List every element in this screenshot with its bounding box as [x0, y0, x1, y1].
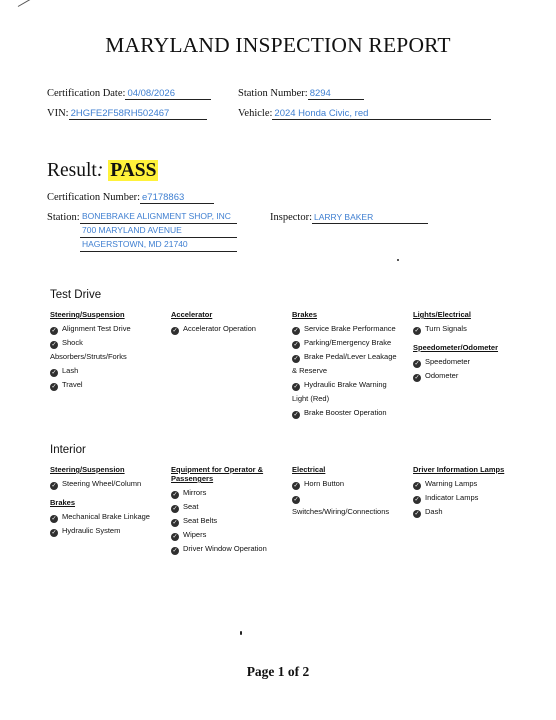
list-item: ✓ Mechanical Brake Linkage: [51, 512, 150, 522]
list-item: ✓ Service Brake Performance: [293, 324, 396, 334]
check-circle-icon: ✓: [172, 492, 178, 498]
page-number: Page 1 of 2: [246, 664, 310, 679]
check-circle-icon: ✓: [293, 412, 299, 418]
list-item: [292, 491, 410, 505]
check-circle-icon: ✓: [51, 483, 57, 489]
check-circle-icon: ✓: [172, 506, 178, 512]
check-circle-icon: ✓: [414, 328, 420, 334]
list-item: ✓ Wipers: [172, 530, 207, 540]
test-drive-brakes-column: [292, 310, 410, 420]
check-circle-icon: ✓: [414, 497, 420, 503]
list-item: ✓ Indicator Lamps: [414, 493, 479, 503]
test-drive-accelerator-title: Accelerator: [171, 310, 213, 319]
inspector-row: [270, 212, 428, 224]
list-item: ✓ Horn Button: [293, 479, 345, 489]
station-number-value: 8294: [308, 88, 364, 100]
vin-label: VIN:: [47, 108, 69, 119]
list-item: ✓ Shock: [51, 338, 83, 348]
test-drive-steering-column: [50, 310, 165, 392]
check-circle-icon: ✓: [293, 384, 299, 390]
certification-number-value: e7178863: [140, 192, 214, 204]
test-drive-lights-title: Lights/Electrical: [413, 310, 471, 319]
station-line-3: HAGERSTOWN, MD 21740: [80, 238, 237, 252]
list-item: ✓ Driver Window Operation: [172, 544, 267, 554]
test-drive-title: Test Drive: [50, 289, 102, 301]
list-item-continuation: Switches/Wiring/Connections: [292, 507, 390, 516]
result-value: PASS: [110, 160, 157, 181]
check-circle-icon: ✓: [51, 342, 57, 348]
test-drive-brakes-title: Brakes: [292, 310, 318, 319]
interior-electrical-title: Electrical: [292, 465, 326, 474]
certification-number-row: [47, 192, 214, 204]
list-item-continuation: Light (Red): [292, 394, 330, 403]
result-label: Result: [47, 160, 97, 181]
list-item: ✓ Parking/Emergency Brake: [293, 338, 392, 348]
list-item-continuation: Absorbers/Struts/Forks: [50, 352, 127, 361]
list-item-continuation: & Reserve: [292, 366, 328, 375]
inspector-value: LARRY BAKER: [312, 212, 428, 224]
page-title: MARYLAND INSPECTION REPORT: [105, 33, 451, 57]
vehicle-value: 2024 Honda Civic, red: [272, 108, 491, 120]
interior-driver-info-title: Driver Information Lamps: [413, 465, 505, 474]
interior-equipment-title-2: Passengers: [171, 474, 214, 483]
vin-value: 2HGFE2F58RH502467: [69, 108, 207, 120]
check-circle-icon: ✓: [414, 375, 420, 381]
list-item: ✓ Seat Belts: [172, 516, 218, 526]
check-circle-icon: ✓: [51, 530, 57, 536]
vehicle-row: [238, 108, 491, 120]
result-row: [47, 160, 158, 182]
list-item: ✓ Lash: [51, 366, 79, 376]
list-item: ✓ Hydraulic System: [51, 526, 121, 536]
interior-equipment-title-1: Equipment for Operator &: [171, 465, 264, 474]
station-number-label: Station Number:: [238, 88, 308, 99]
check-circle-icon: ✓: [293, 342, 299, 348]
interior-brakes-title: Brakes: [50, 498, 76, 507]
list-item: ✓ Travel: [51, 380, 83, 390]
list-item: ✓ Brake Booster Operation: [293, 408, 387, 418]
check-circle-icon: ✓: [293, 483, 299, 489]
certification-date-row: [47, 88, 211, 100]
check-circle-icon: ✓: [414, 483, 420, 489]
check-circle-icon: ✓: [51, 328, 57, 334]
list-item: ✓ Brake Pedal/Lever Leakage: [293, 352, 397, 362]
check-circle-icon: ✓: [51, 384, 57, 390]
list-item: ✓ Turn Signals: [414, 324, 467, 334]
list-item: ✓ Seat: [172, 502, 199, 512]
scan-speck: [240, 631, 242, 635]
test-drive-speedometer-title: Speedometer/Odometer: [413, 343, 499, 352]
check-circle-icon: ✓: [51, 516, 57, 522]
list-item: ✓ Dash: [414, 507, 443, 517]
station-label: Station:: [47, 212, 80, 223]
check-circle-icon: ✓: [414, 511, 420, 517]
check-circle-icon: ✓: [172, 520, 178, 526]
list-item: ✓ Hydraulic Brake Warning: [293, 380, 387, 390]
check-circle-icon: ✓: [293, 356, 299, 362]
station-line-2: 700 MARYLAND AVENUE: [80, 224, 237, 238]
check-circle-icon: ✓: [51, 370, 57, 376]
check-circle-icon: ✓: [172, 534, 178, 540]
interior-electrical-column: [292, 465, 410, 519]
test-drive-lights-column: [413, 310, 538, 383]
check-circle-icon: ✓: [293, 328, 299, 334]
interior-driver-info-column: [413, 465, 543, 519]
check-circle-icon: ✓: [172, 328, 178, 334]
interior-steering-title: Steering/Suspension: [50, 465, 125, 474]
list-item: ✓ Mirrors: [172, 488, 207, 498]
interior-steering-column: [50, 465, 165, 538]
vehicle-label: Vehicle:: [238, 108, 273, 119]
result-colon: :: [96, 160, 104, 181]
check-circle-icon: ✓: [414, 361, 420, 367]
certification-date-value: 04/08/2026: [125, 88, 211, 100]
list-item: ✓ Speedometer: [414, 357, 471, 367]
station-number-row: [238, 88, 364, 100]
inspector-label: Inspector:: [270, 212, 312, 223]
certification-date-label: Certification Date:: [47, 88, 126, 99]
scan-speck: [397, 259, 399, 261]
list-item: ✓ Warning Lamps: [414, 479, 478, 489]
test-drive-steering-title: Steering/Suspension: [50, 310, 125, 319]
station-line-1: BONEBRAKE ALIGNMENT SHOP, INC: [80, 210, 237, 224]
check-circle-icon: ✓: [293, 497, 299, 503]
list-item: ✓ Odometer: [414, 371, 459, 381]
interior-title: Interior: [50, 444, 86, 456]
list-item: ✓ Steering Wheel/Column: [51, 479, 142, 489]
pen-mark: [18, 0, 46, 7]
list-item: ✓ Alignment Test Drive: [51, 324, 131, 334]
test-drive-accelerator-column: [171, 310, 286, 336]
vin-row: [47, 108, 207, 120]
station-address: [80, 210, 237, 252]
list-item: ✓ Accelerator Operation: [172, 324, 256, 334]
certification-number-label: Certification Number:: [47, 192, 141, 203]
check-circle-icon: ✓: [172, 548, 178, 554]
interior-equipment-column: [171, 465, 289, 556]
